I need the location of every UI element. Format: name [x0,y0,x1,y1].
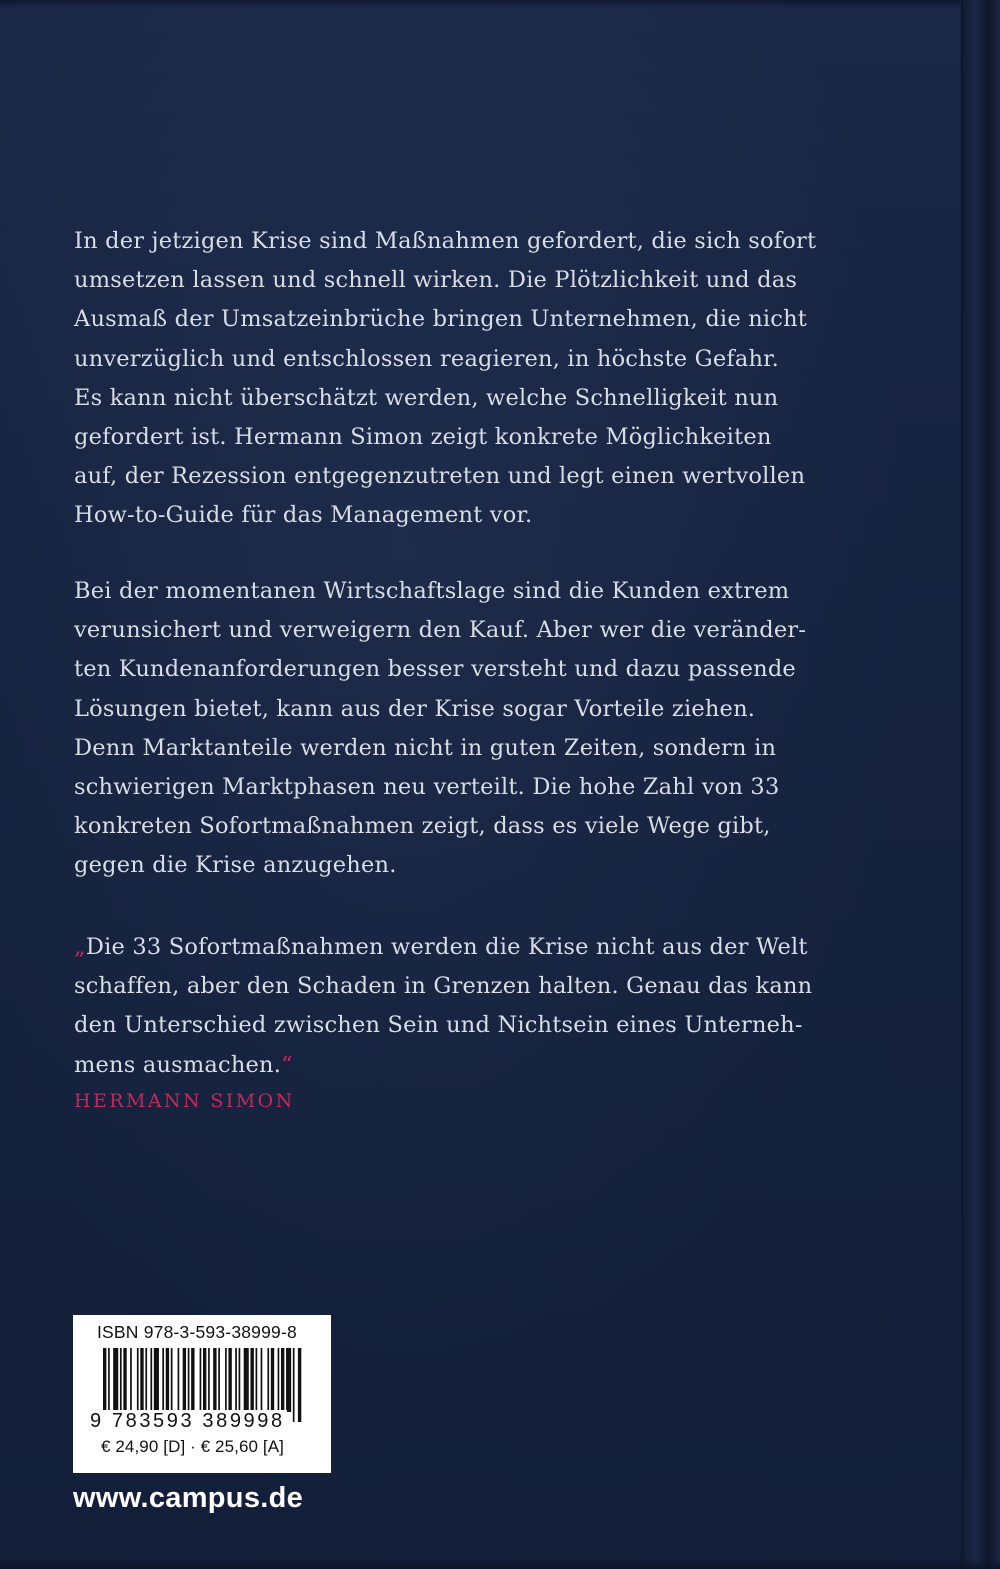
barcode-bar [271,1348,274,1412]
barcode-bar [244,1348,249,1412]
barcode-bar [154,1348,159,1412]
barcode-bar [113,1348,118,1412]
barcode-bar [150,1348,152,1412]
barcode-digits: 9 783593 389998 [90,1410,285,1432]
isbn-number: ISBN 978-3-593-38999-8 [97,1322,297,1342]
barcode-bar [123,1348,126,1412]
barcode-bar [278,1348,280,1412]
barcode-bar [293,1348,295,1422]
barcode-bar [166,1348,169,1412]
paragraph-line: umsetzen lassen und schnell wirken. Die Plötzlichkeit und das [74,267,798,294]
quote-close-mark: “ [281,1051,293,1078]
barcode-bar [188,1348,190,1412]
author-quote [74,928,864,1085]
barcode-bar [298,1348,301,1422]
paragraph-line: Lösungen bietet, kann aus der Krise sogar Vorteile ziehen. [74,695,756,722]
quote-author: HERMANN SIMON [74,1090,295,1112]
paragraph-line: unverzüglich und entschlossen reagieren, in höchste Gefahr. [74,345,780,372]
quote-open-mark: „ [74,934,86,960]
barcode-bar [120,1348,122,1412]
paragraph-line: In der jetzigen Krise sind Maßnahmen gefordert, die sich sofort [74,228,817,254]
publisher-website[interactable]: www.campus.de [73,1482,304,1514]
bottom-edge [0,1559,1000,1569]
barcode-bar [183,1348,186,1412]
barcode-bar [218,1348,220,1412]
barcode-bar [256,1348,258,1412]
barcode-bar [200,1348,202,1412]
quote-line: den Unterschied zwischen Sein und Nichtsein eines Unterneh- [74,1012,803,1039]
quote-text: mens ausmachen. [74,1051,282,1078]
paragraph-line: gegen die Krise anzugehen. [74,852,397,879]
paragraph-line: ten Kundenanforderungen besser versteht und dazu passende [74,656,796,683]
quote-line: schaffen, aber den Schaden in Grenzen halten. Genau das kann [74,973,813,1000]
barcode-bar [140,1348,143,1412]
barcode-bar [162,1348,164,1412]
blurb-paragraph-2 [74,572,864,886]
barcode-bar [286,1348,291,1412]
barcode-bar [225,1348,227,1412]
barcode-bar [250,1348,253,1412]
barcode-bar [191,1348,194,1412]
price: € 24,90 [D] · € 25,60 [A] [101,1437,285,1456]
barcode-bar [267,1348,269,1412]
paragraph-line: Es kann nicht überschätzt werden, welche Schnelligkeit nun [74,384,779,411]
paragraph-line: Denn Marktanteile werden nicht in guten Zeiten, sondern in [74,734,777,761]
spine-edge [961,0,1000,1569]
paragraph-line: Bei der momentanen Wirtschaftslage sind die Kunden extrem [74,578,790,604]
barcode-bar [137,1348,139,1412]
barcode-bar [178,1348,180,1412]
paragraph-line: auf, der Rezession entgegenzutreten und legt einen wertvollen [74,463,806,490]
paragraph-line: schwierigen Marktphasen neu verteilt. Die hohe Zahl von 33 [74,774,780,801]
barcode-bar [145,1348,147,1412]
quote-line [74,928,864,967]
quote-text: Die 33 Sofortmaßnahmen werden die Krise nicht aus der Welt [85,934,808,960]
paragraph-line: gefordert ist. Hermann Simon zeigt konkrete Möglichkeiten [74,424,772,451]
barcode-bar [171,1348,173,1412]
paragraph-line: verunsichert und verweigern den Kauf. Aber wer die veränder- [74,617,807,644]
barcode-bar [281,1348,284,1412]
barcode-bar [235,1348,237,1412]
isbn-label [73,1315,331,1473]
top-edge [0,0,1000,8]
barcode-bar [239,1348,241,1412]
paragraph-line: How-to-Guide für das Management vor. [74,502,533,529]
paragraph-line: konkreten Sofortmaßnahmen zeigt, dass es viele Wege gibt, [74,813,771,840]
barcode-bar [213,1348,216,1412]
barcode-bar [228,1348,231,1412]
blurb-paragraph-1 [74,222,864,536]
barcode-bar [130,1348,132,1412]
quote-line [74,1046,864,1085]
barcode-bar [261,1348,263,1412]
paragraph-line: Ausmaß der Umsatzeinbrüche bringen Unternehmen, die nicht [74,306,808,333]
